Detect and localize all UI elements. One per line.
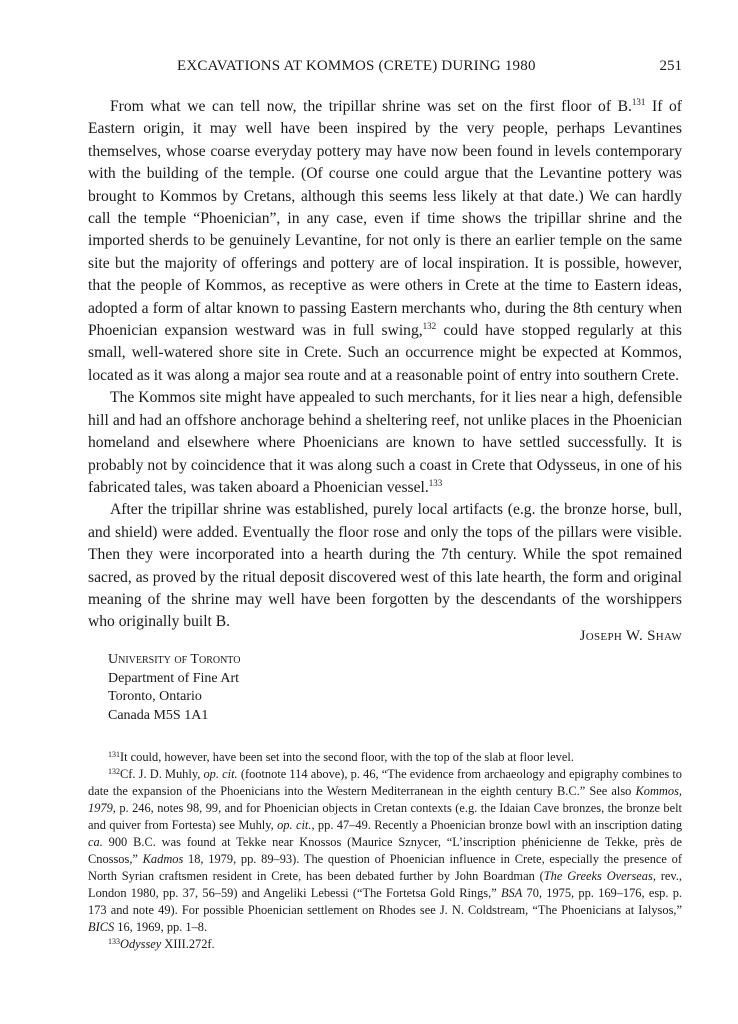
address-line-department: Department of Fine Art — [108, 670, 240, 686]
address-line-city: Toronto, Ontario — [108, 689, 202, 705]
author-address — [108, 651, 240, 725]
page-number: 251 — [659, 58, 682, 74]
footnote-131: $^{131}$It could, however, have been set into the second floor, with the top of the slab at floor level. — [108, 750, 574, 764]
footnote-ref-131[interactable]: 131 — [631, 97, 646, 107]
body-text — [88, 96, 682, 634]
author-signature: Joseph W. Shaw — [579, 628, 682, 644]
paragraph-3: After the tripillar shrine was established, purely local artifacts (e.g. the bronze horse, bull, and shield) were added. Eventually the floor rose and only the tops of the pillars were visible. Then they were incorporated into a hearth during the 7th century. While the spot remained sacred, as proved by the ritual deposit discovered west of this late hearth, the form and original meaning of the shrine may well have been forgotten by the descendants of the worshippers who originally built B. — [88, 501, 682, 631]
footnote-132: $^{132}$Cf. J. D. Muhly, op. cit. (footnote 114 above), p. 46, “The evidence from archaeology and epigraphy combines to date the expansion of the Phoenicians into the Western Mediterranean in the eighth century B.C.” See also Kommos, 1979, p. 246, notes 98, 99, and for Phoenician objects in Cretan contexts (e.g. the Idaian Cave bronzes, the bronze belt and quiver from Fortesta) see Muhly, op. cit., pp. 47–49. Recently a Phoenician bronze bowl with an inscription dating ca. 900 B.C. was found at Tekke near Knossos (Maurice Sznycer, “L’inscription phénicienne de Tekke, près de Cnossos,” Kadmos 18, 1979, pp. 89–93). The question of Phoenician influence in Crete, especially the presence of North Syrian craftsmen resident in Crete, has been debated further by John Boardman (The Greeks Overseas, rev., London 1980, pp. 37, 56–59) and Angeliki Lebessi (“The Fortetsa Gold Rings,” BSA 70, 1975, pp. 169–176, esp. p. 173 and note 49). For possible Phoenician settlement on Rhodes see J. N. Coldstream, “The Phoenicians at Ialysos,” BICS 16, 1969, pp. 1–8. — [88, 767, 683, 934]
footnotes — [88, 749, 682, 953]
footnote-133: $^{133}$Odyssey XIII.272f. — [108, 937, 215, 951]
footnote-ref-132[interactable]: 132 — [422, 321, 437, 332]
page-header — [88, 58, 682, 80]
running-head: EXCAVATIONS AT KOMMOS (CRETE) DURING 1980 — [177, 58, 536, 74]
paragraph-2: The Kommos site might have appealed to such merchants, for it lies near a high, defensible hill and had an offshore anchorage behind a sheltering reef, not unlike places in the Phoenician homeland and elsewhere where Phoenicians are known to have settled successfully. It is probably not by coincidence that it was along such a coast in Crete that Odysseus, in one of his fabricated tales, was taken aboard a Phoenician vessel.$^{133}$ — [88, 389, 682, 496]
address-line-university: University of Toronto — [108, 652, 241, 667]
address-line-country: Canada M5S 1A1 — [108, 707, 209, 723]
paragraph-1: From what we can tell now, the tripillar shrine was set on the first floor of B.$^{131}$ If of Eastern origin, it may well have been inspired by the very people, perhaps Levantines themselves, whose coarse everyday pottery may have now been found in levels contemporary with the building of the temple. (Of course one could argue that the Levantine pottery was brought to Kommos by Cretans, although this seems less likely at that date.) We can hardly call the temple “Phoenician”, in any case, even if time shows the tripillar shrine and the imported sherds to be genuinely Levantine, for not only is there an earlier temple on the same site but the majority of offerings and pottery are of local inspiration. It is possible, however, that the people of Kommos, as receptive as were others in Crete at the time to Eastern ideas, adopted a form of altar known to passing Eastern merchants who, during the 8th century when Phoenician expansion westward was in full swing,$^{132}$ could have stopped regularly at this small, well-watered shore site in Crete. Such an occurrence might be expected at Kommos, located as it was along a major sea route and at a reasonable point of entry into southern Crete. — [88, 97, 682, 384]
footnote-ref-133[interactable]: 133 — [428, 477, 443, 488]
